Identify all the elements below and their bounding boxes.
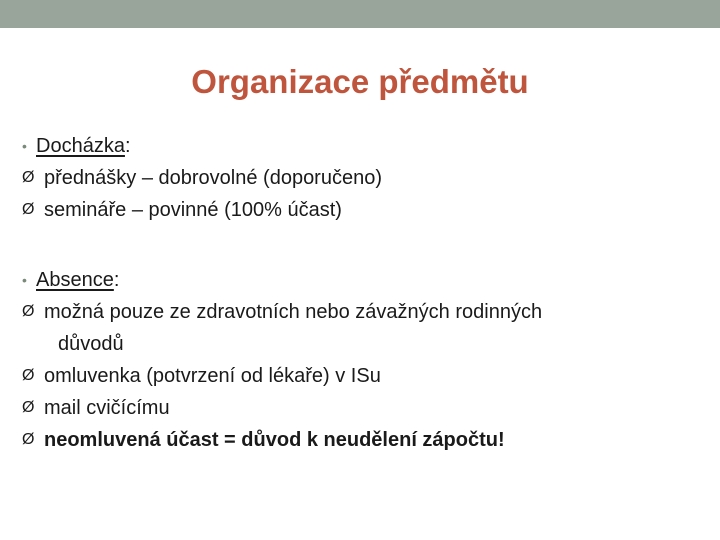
list-item bbox=[22, 162, 692, 194]
list-item-continuation bbox=[22, 328, 692, 360]
section-attendance bbox=[22, 130, 692, 162]
list-item-text-emphasis: neomluvená účast = důvod k neudělení zápočtu! bbox=[44, 429, 505, 451]
list-item-text: důvodů bbox=[58, 333, 124, 355]
list-item bbox=[22, 424, 692, 456]
section-gap bbox=[22, 226, 692, 264]
section-label: Docházka bbox=[36, 135, 125, 157]
arrow-bullet-icon: Ø bbox=[22, 169, 35, 186]
bullet-icon: • bbox=[22, 138, 27, 154]
section-absence bbox=[22, 264, 692, 296]
list-item bbox=[22, 296, 692, 328]
slide-title: Organizace předmětu bbox=[191, 63, 529, 100]
list-item-text: přednášky – dobrovolné (doporučeno) bbox=[44, 167, 382, 189]
list-item bbox=[22, 194, 692, 226]
arrow-bullet-icon: Ø bbox=[22, 431, 35, 448]
arrow-bullet-icon: Ø bbox=[22, 303, 35, 320]
list-item-text: omluvenka (potvrzení od lékaře) v ISu bbox=[44, 365, 381, 387]
list-item-text: semináře – povinné (100% účast) bbox=[44, 199, 342, 221]
list-item-text: mail cvičícímu bbox=[44, 397, 170, 419]
section-label: Absence bbox=[36, 269, 114, 291]
arrow-bullet-icon: Ø bbox=[22, 399, 35, 416]
list-item-text: možná pouze ze zdravotních nebo závažných rodinných bbox=[44, 301, 543, 323]
section-label-suffix: : bbox=[124, 135, 131, 157]
bullet-icon: • bbox=[22, 272, 27, 288]
list-item bbox=[22, 392, 692, 424]
top-decor-bar bbox=[0, 0, 720, 28]
section-label-suffix: : bbox=[113, 269, 120, 291]
arrow-bullet-icon: Ø bbox=[22, 367, 35, 384]
slide-content bbox=[22, 130, 692, 456]
arrow-bullet-icon: Ø bbox=[22, 201, 35, 218]
list-item bbox=[22, 360, 692, 392]
